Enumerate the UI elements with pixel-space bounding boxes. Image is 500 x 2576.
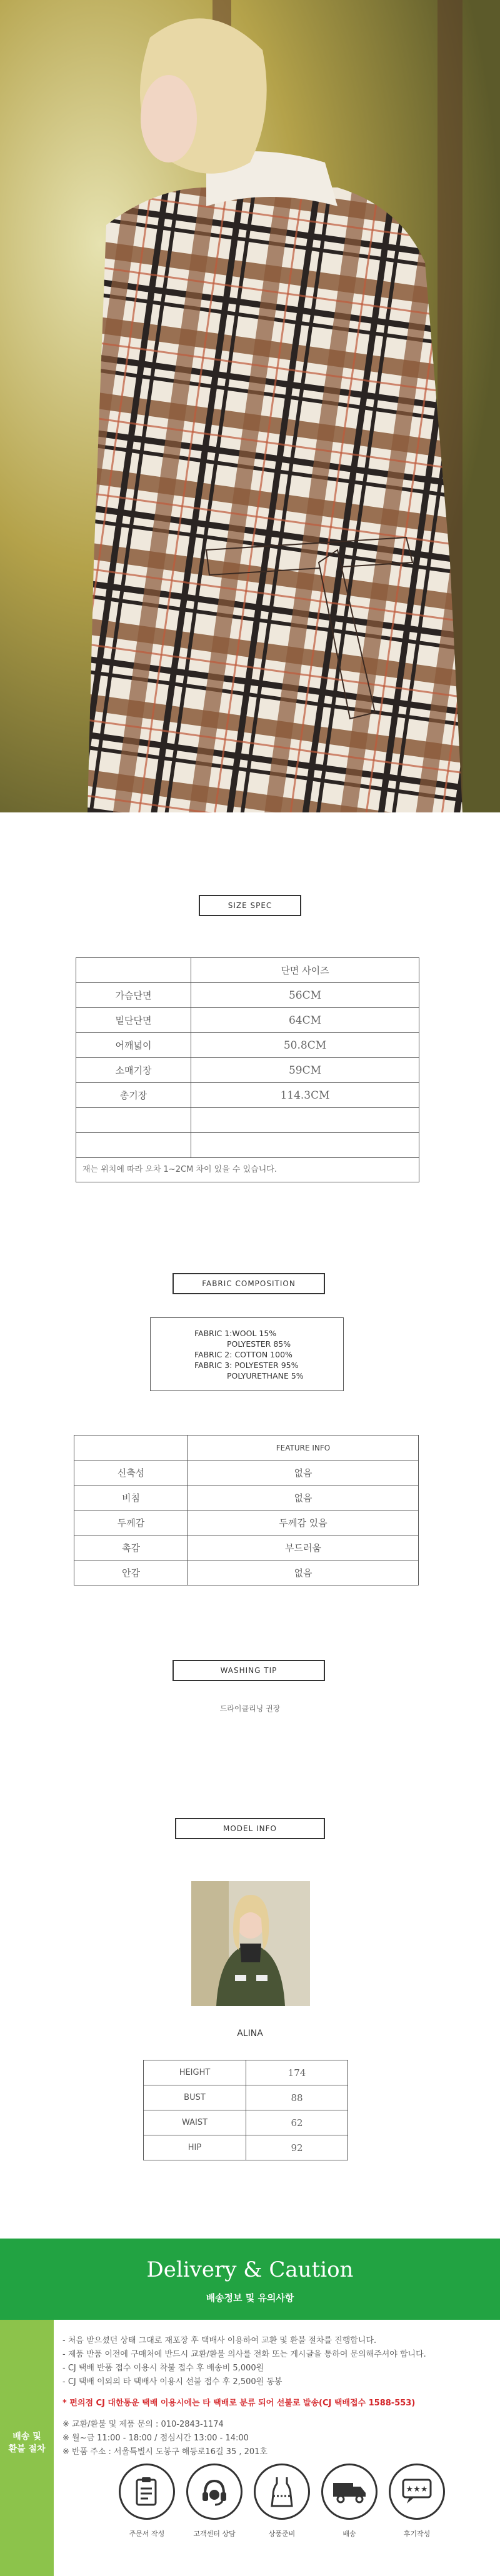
hero-product-photo xyxy=(0,0,500,812)
step-label: 배송 xyxy=(342,2530,356,2538)
table-row xyxy=(76,958,419,983)
feature-value: 없음 xyxy=(188,1485,419,1510)
feature-value: 부드러움 xyxy=(188,1535,419,1560)
table-row xyxy=(74,1535,419,1560)
table-row xyxy=(144,2060,348,2085)
fabric-line: POLYURETHANE 5% xyxy=(227,1371,304,1380)
product-prep-icon xyxy=(254,2464,310,2520)
size-label xyxy=(76,1108,191,1133)
size-value: 56CM xyxy=(191,983,419,1008)
table-row xyxy=(76,983,419,1008)
order-form-icon xyxy=(119,2464,175,2520)
customer-service-icon xyxy=(186,2464,242,2520)
delivery-title: Delivery & Caution xyxy=(146,2257,354,2282)
model-value: 62 xyxy=(246,2110,348,2135)
step-label: 후기작성 xyxy=(403,2530,431,2538)
size-label: 가슴단면 xyxy=(76,983,191,1008)
feature-label: 촉감 xyxy=(74,1535,188,1560)
size-label xyxy=(76,1133,191,1158)
washing-title: WASHING TIP xyxy=(172,1660,325,1681)
side-label-line: 환불 절차 xyxy=(8,2444,46,2454)
contact-line: ※ 교환/환불 및 제품 문의 : 010-2843-1174 xyxy=(62,2420,224,2429)
model-value: 92 xyxy=(246,2135,348,2160)
feature-label: 안감 xyxy=(74,1560,188,1585)
model-value: 88 xyxy=(246,2085,348,2110)
delivery-note: - CJ 택배 반품 접수 이용시 착불 접수 후 배송비 5,000원 xyxy=(62,2364,264,2373)
svg-text:★★★: ★★★ xyxy=(406,2485,428,2494)
table-row xyxy=(144,2085,348,2110)
table-corner-cell xyxy=(74,1435,188,1460)
table-corner-cell xyxy=(76,958,191,983)
model-illustration xyxy=(191,1881,310,2006)
delivery-warning: * 편의점 CJ 대한통운 택배 이용시에는 타 택배로 분류 되어 선불로 발송(CJ 택배접수 1588-553) xyxy=(62,2399,416,2408)
model-title: MODEL INFO xyxy=(175,1818,325,1839)
table-row xyxy=(74,1435,419,1460)
size-label: 총기장 xyxy=(76,1083,191,1108)
table-row xyxy=(144,2135,348,2160)
plaid-coat-illustration xyxy=(0,0,500,812)
feature-label: 신축성 xyxy=(74,1460,188,1485)
contact-line: ※ 반품 주소 : 서울특별시 도봉구 해등로16길 35 , 201호 xyxy=(62,2447,268,2457)
feature-value: 없음 xyxy=(188,1460,419,1485)
feature-label: 두께감 xyxy=(74,1510,188,1535)
size-value xyxy=(191,1108,419,1133)
size-note: 재는 위치에 따라 오차 1~2CM 차이 있을 수 있습니다. xyxy=(76,1157,419,1182)
model-photo xyxy=(191,1881,310,2006)
table-row xyxy=(76,1058,419,1083)
fabric-line: FABRIC 2: COTTON 100% xyxy=(194,1350,292,1359)
review-icon xyxy=(389,2464,445,2520)
fabric-composition-box xyxy=(150,1317,344,1391)
size-label: 밑단단면 xyxy=(76,1008,191,1033)
size-value: 114.3CM xyxy=(191,1083,419,1108)
model-label: HEIGHT xyxy=(144,2060,246,2085)
side-label-line: 배송 및 xyxy=(12,2432,41,2442)
step-product-prep xyxy=(251,2464,313,2545)
size-header: 단면 사이즈 xyxy=(191,958,419,983)
delivery-truck-icon xyxy=(321,2464,378,2520)
size-spec-table xyxy=(76,957,419,1158)
size-value: 50.8CM xyxy=(191,1033,419,1058)
step-delivery xyxy=(318,2464,381,2545)
table-row xyxy=(76,1033,419,1058)
table-row xyxy=(76,1083,419,1108)
fabric-line: FABRIC 1:WOOL 15% xyxy=(194,1329,277,1338)
delivery-note: - 처음 받으셨던 상태 그대로 재포장 후 택배사 이용하여 교환 및 환불 절차를 진행합니다. xyxy=(62,2336,377,2345)
size-value: 64CM xyxy=(191,1008,419,1033)
refund-process-label xyxy=(0,2320,54,2576)
model-info-table xyxy=(143,2060,348,2160)
size-value xyxy=(191,1133,419,1158)
fabric-line: FABRIC 3: POLYESTER 95% xyxy=(194,1360,299,1370)
feature-value: 두께감 있음 xyxy=(188,1510,419,1535)
feature-value: 없음 xyxy=(188,1560,419,1585)
feature-label: 비침 xyxy=(74,1485,188,1510)
size-label: 어깨넓이 xyxy=(76,1033,191,1058)
model-label: HIP xyxy=(144,2135,246,2160)
table-row xyxy=(76,1133,419,1158)
contact-line: ※ 월~금 11:00 - 18:00 / 점심시간 13:00 - 14:00 xyxy=(62,2434,249,2443)
size-spec-title: SIZE SPEC xyxy=(199,895,301,916)
feature-info-table xyxy=(74,1435,419,1585)
washing-text: 드라이클리닝 권장 xyxy=(219,1704,281,1713)
delivery-note: - CJ 택배 이외의 타 택배사 이용시 선불 접수 후 2,500원 동봉 xyxy=(62,2377,282,2387)
table-row xyxy=(144,2110,348,2135)
delivery-note: - 제품 반품 이전에 구매처에 반드시 교환/환불 의사를 전화 또는 게시글을 통하여 문의해주셔야 합니다. xyxy=(62,2350,426,2359)
table-row xyxy=(74,1485,419,1510)
delivery-subtitle: 배송정보 및 유의사항 xyxy=(206,2292,294,2304)
delivery-banner xyxy=(0,2239,500,2320)
table-row xyxy=(74,1460,419,1485)
model-label: WAIST xyxy=(144,2110,246,2135)
step-label: 고객센터 상담 xyxy=(193,2530,236,2538)
size-value: 59CM xyxy=(191,1058,419,1083)
size-label: 소매기장 xyxy=(76,1058,191,1083)
step-order-form xyxy=(116,2464,178,2545)
step-customer-service xyxy=(183,2464,246,2545)
feature-header: FEATURE INFO xyxy=(188,1435,419,1460)
table-row xyxy=(76,1008,419,1033)
step-label: 주문서 작성 xyxy=(129,2530,165,2538)
model-value: 174 xyxy=(246,2060,348,2085)
fabric-title: FABRIC COMPOSITION xyxy=(172,1273,325,1294)
table-row xyxy=(74,1560,419,1585)
fabric-line: POLYESTER 85% xyxy=(227,1339,291,1349)
table-row xyxy=(76,1108,419,1133)
step-review xyxy=(386,2464,448,2545)
model-name: ALINA xyxy=(237,2029,263,2039)
table-row xyxy=(74,1510,419,1535)
step-label: 상품준비 xyxy=(268,2530,296,2538)
model-label: BUST xyxy=(144,2085,246,2110)
